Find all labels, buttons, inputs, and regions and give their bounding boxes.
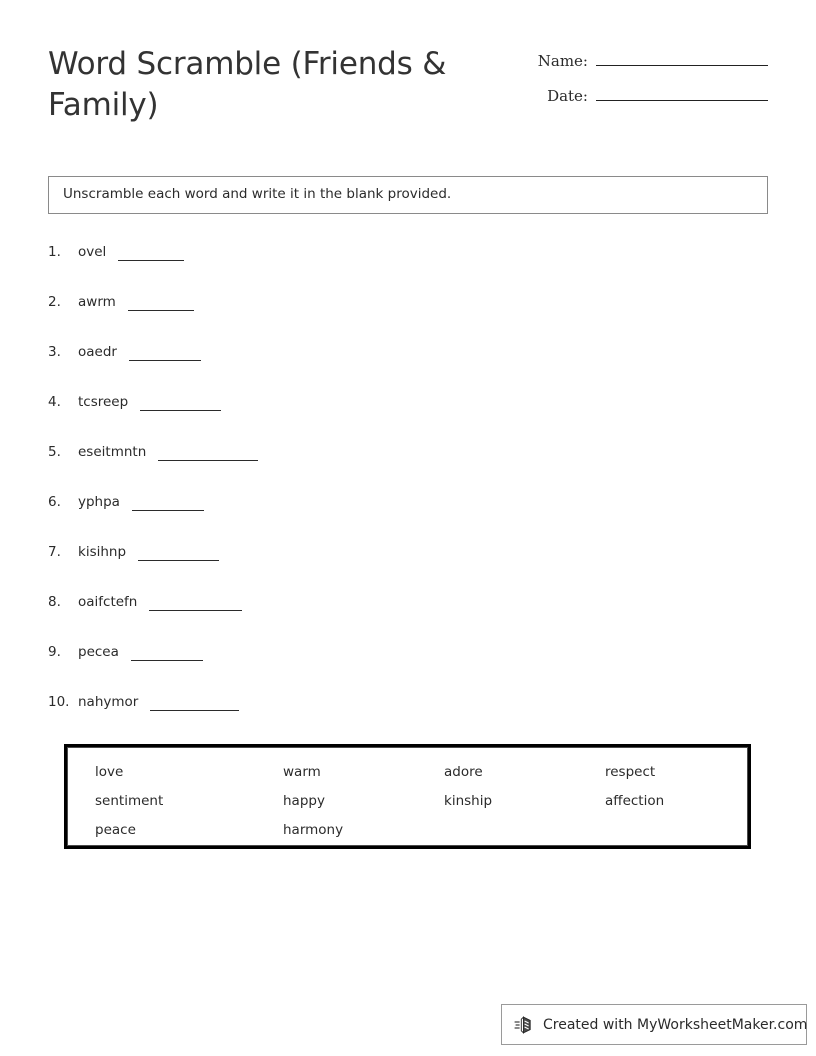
answer-blank[interactable] (118, 259, 184, 261)
scrambled-word: oaedr (78, 344, 117, 360)
problem-list (48, 241, 768, 741)
word-bank-row (68, 820, 747, 849)
problem-row (48, 291, 768, 341)
word-bank-word[interactable]: kinship (444, 793, 493, 809)
word-bank-word[interactable]: sentiment (95, 793, 164, 809)
answer-blank[interactable] (158, 459, 258, 461)
scrambled-word: oaifctefn (78, 594, 138, 610)
word-bank-word[interactable]: peace (95, 822, 136, 838)
name-date-block (486, 50, 768, 120)
problem-row (48, 491, 768, 541)
word-bank (64, 744, 751, 849)
problem-row (48, 641, 768, 691)
problem-number: 8. (48, 594, 61, 610)
name-label: Name: (537, 52, 588, 70)
answer-blank[interactable] (138, 559, 219, 561)
word-bank-empty-cell (444, 820, 605, 849)
answer-blank[interactable] (129, 359, 201, 361)
scrambled-word: eseitmntn (78, 444, 147, 460)
scrambled-word: nahymor (78, 694, 139, 710)
word-bank-word[interactable]: happy (283, 793, 325, 809)
word-bank-word[interactable]: respect (605, 764, 656, 780)
word-bank-word[interactable]: love (95, 764, 124, 780)
answer-blank[interactable] (132, 509, 204, 511)
name-input-line[interactable] (596, 50, 768, 66)
answer-blank[interactable] (149, 609, 242, 611)
scrambled-word: ovel (78, 244, 107, 260)
word-bank-row (68, 762, 747, 791)
date-label: Date: (547, 87, 588, 105)
word-bank-word[interactable]: adore (444, 764, 483, 780)
problem-number: 5. (48, 444, 61, 460)
page-title: Word Scramble (Friends & Family) (48, 46, 447, 123)
answer-blank[interactable] (140, 409, 221, 411)
date-row (486, 85, 768, 105)
word-bank-row (68, 791, 747, 820)
scrambled-word: kisihnp (78, 544, 127, 560)
worksheet-maker-logo-icon (513, 1014, 535, 1036)
problem-row (48, 441, 768, 491)
scrambled-word: pecea (78, 644, 119, 660)
problem-row (48, 241, 768, 291)
instructions-text: Unscramble each word and write it in the blank provided. (63, 186, 452, 203)
answer-blank[interactable] (150, 709, 239, 711)
word-bank-empty-cell (605, 820, 766, 849)
word-bank-word[interactable]: harmony (283, 822, 344, 838)
created-with-badge[interactable] (501, 1004, 807, 1045)
answer-blank[interactable] (128, 309, 194, 311)
problem-number: 9. (48, 644, 61, 660)
badge-label: Created with MyWorksheetMaker.com (543, 1016, 808, 1033)
problem-number: 7. (48, 544, 61, 560)
word-bank-inner (67, 747, 748, 846)
problem-number: 1. (48, 244, 61, 260)
problem-number: 3. (48, 344, 61, 360)
problem-row (48, 541, 768, 591)
problem-number: 10. (48, 694, 70, 710)
problem-number: 6. (48, 494, 61, 510)
name-row (486, 50, 768, 70)
answer-blank[interactable] (131, 659, 203, 661)
problem-row (48, 691, 768, 741)
instructions-box (48, 176, 768, 214)
scrambled-word: tcsreep (78, 394, 129, 410)
scrambled-word: yphpa (78, 494, 120, 510)
problem-row (48, 341, 768, 391)
word-bank-word[interactable]: warm (283, 764, 321, 780)
problem-row (48, 391, 768, 441)
word-bank-word[interactable]: affection (605, 793, 665, 809)
problem-row (48, 591, 768, 641)
worksheet-header (48, 44, 768, 144)
problem-number: 4. (48, 394, 61, 410)
scrambled-word: awrm (78, 294, 116, 310)
date-input-line[interactable] (596, 85, 768, 101)
problem-number: 2. (48, 294, 61, 310)
